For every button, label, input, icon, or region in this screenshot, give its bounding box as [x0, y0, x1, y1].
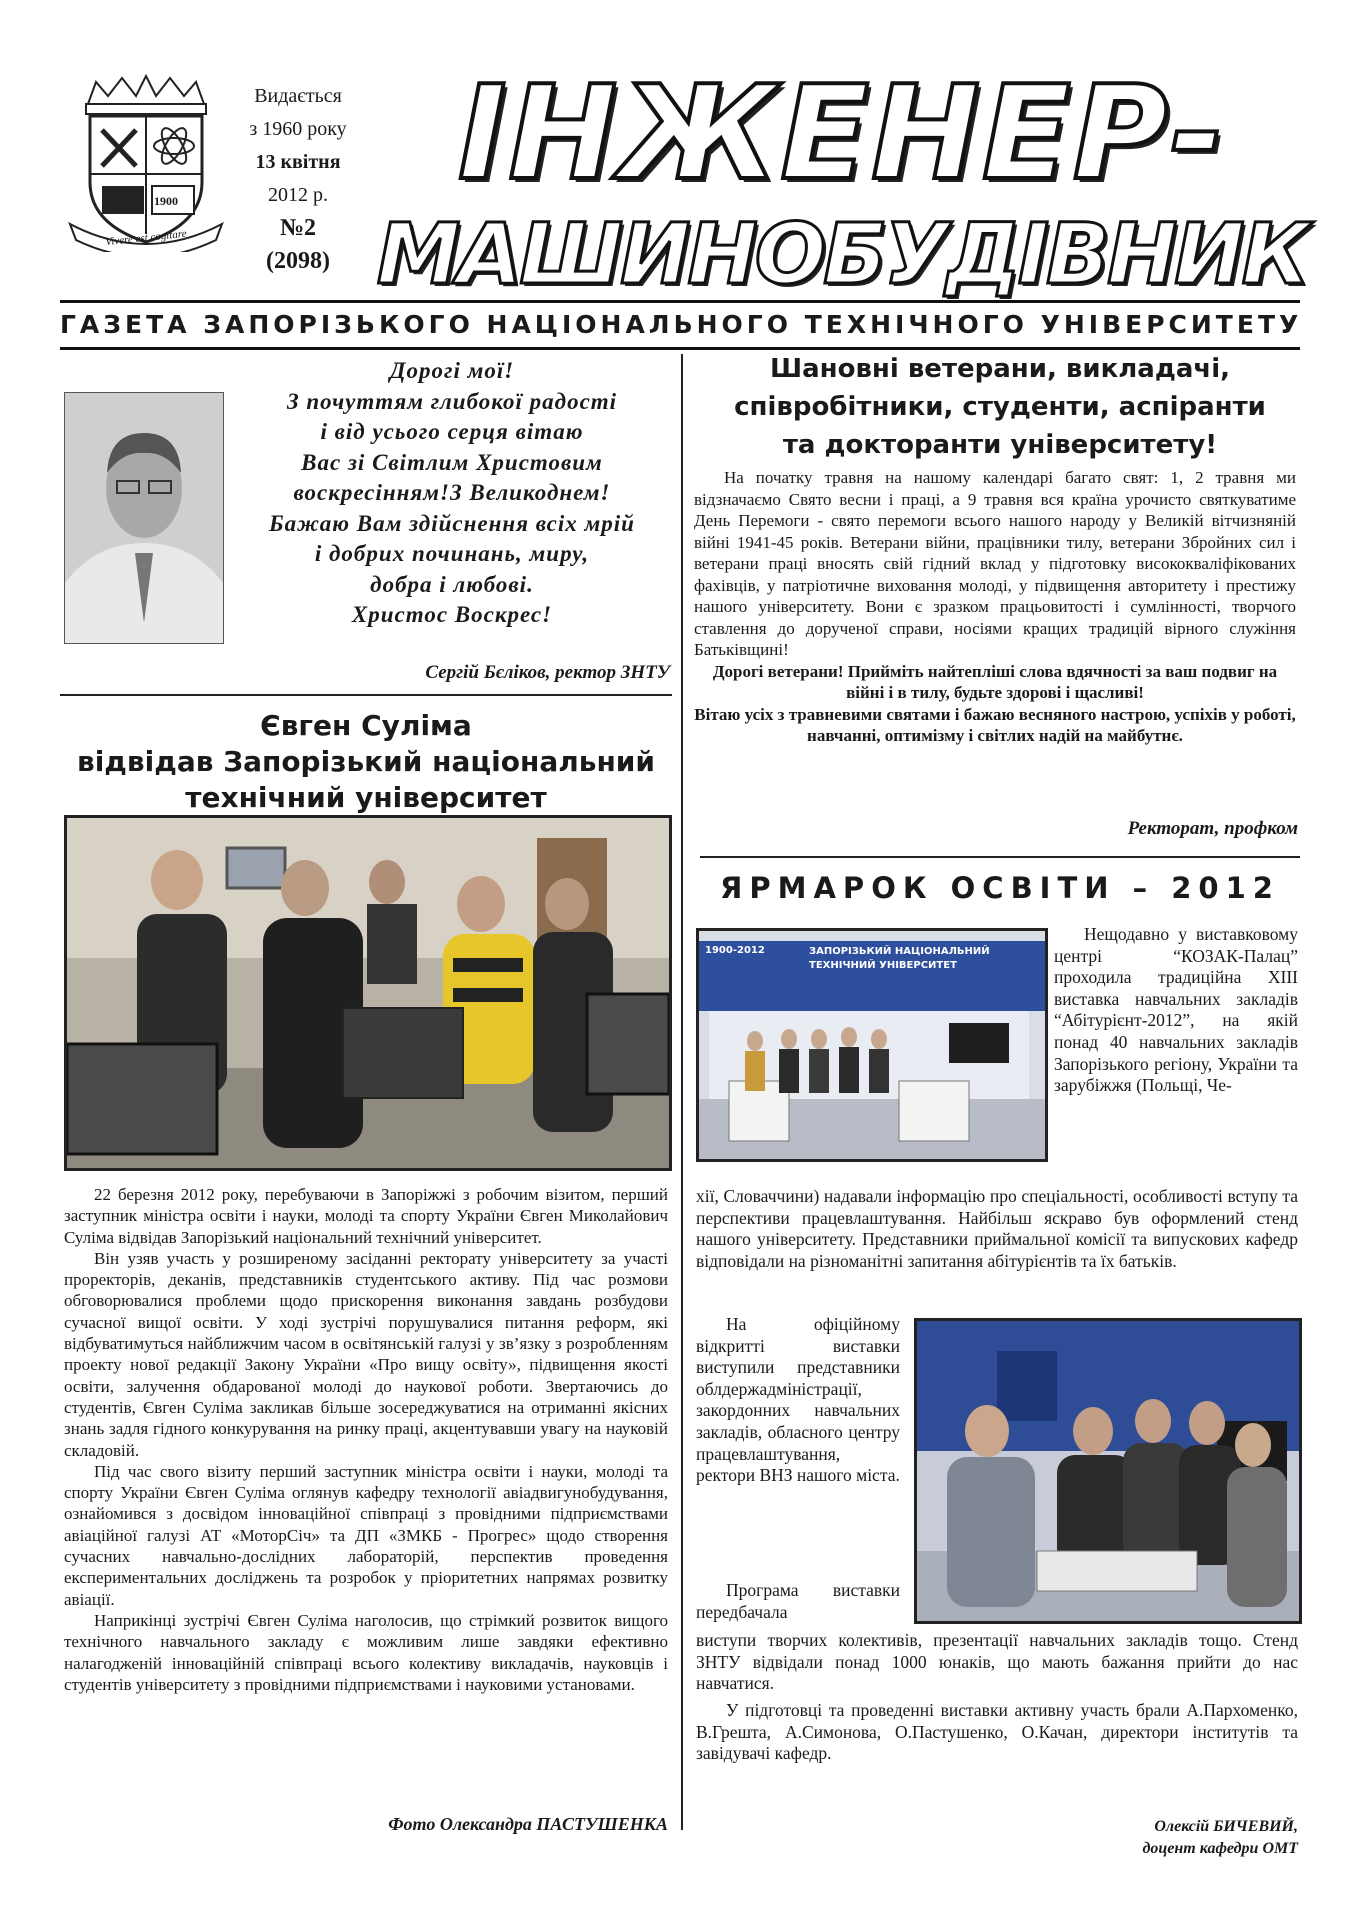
university-crest-logo	[66, 74, 226, 252]
issued-since: з 1960 року	[249, 118, 347, 140]
rector-portrait-photo	[64, 392, 224, 644]
newspaper-subtitle: ГАЗЕТА ЗАПОРІЗЬКОГО НАЦІОНАЛЬНОГО ТЕХНІЧНОГО УНІВЕРСИТЕТУ	[60, 300, 1300, 350]
veterans-signature: Ректорат, профком	[1127, 818, 1298, 839]
fair-headline: ЯРМАРОК ОСВІТИ – 2012	[720, 871, 1280, 905]
fair-signature	[980, 1816, 1298, 1860]
stand-banner-text: ЗАПОРІЗЬКИЙ НАЦІОНАЛЬНИЙ ТЕХНІЧНИЙ УНІВЕРСИТЕТ	[809, 946, 990, 971]
headline-line: Євген Суліма	[260, 709, 472, 742]
greeting-line: і добрих починань, миру,	[314, 541, 590, 566]
headline-line: технічний університет	[185, 781, 547, 814]
greeting-line: воскресінням!З Великоднем!	[293, 480, 611, 505]
newspaper-title-line1: ІНЖЕНЕР-	[458, 57, 1226, 209]
greeting-line: Вас зі Світлим Христовим	[301, 449, 603, 475]
fair-p1-narrow: Нещодавно у виставковому центрі “КОЗАК-Палац” проходила традиційна XIII виставка навчальних закладів “Абітурієнт-2012”, на якій понад 40 навчальних закладів Запорізького регіону, України та зарубіжжя (Польщі, Че-	[1054, 924, 1298, 1096]
signature-name: Олексій БИЧЕВИЙ,	[1154, 1818, 1298, 1835]
newspaper-title-line2: МАШИНОБУДІВНИК	[376, 205, 1308, 303]
headline-line: та докторанти університету!	[782, 430, 1218, 460]
article-paragraph: Під час свого візиту перший заступник міністра освіти і науки, молоді та спорту України Євген Суліма оглянув кафедру технології авіадвигунобудування, ознайомився з досвідом інноваційної співпраці з провідними підприємствами авіаційної галузі АТ «МоторСіч» та ДП «ЗМКБ - Прогрес» щодо створення сучасних навчально-дослідних лабораторій, перспектив проведення експериментальних досліджень та розробок у пріоритетних напрямах розвитку авіації.	[64, 1461, 668, 1609]
issue-total: (2098)	[266, 248, 330, 274]
letter-bold-wish: Вітаю усіх з травневими святами і бажаю весняного настрою, успіхів у роботі, навчанні, оптимізму і світлих надій на майбутнє.	[694, 704, 1296, 745]
fair-p3-narrow: Програма виставки передбачала	[696, 1580, 900, 1622]
suliman-headline	[60, 708, 672, 816]
headline-line: Шановні ветерани, викладачі,	[769, 354, 1230, 384]
veterans-headline	[700, 350, 1300, 464]
section-divider	[60, 694, 672, 696]
exhibition-stand-photo	[696, 928, 1048, 1162]
headline-line: відвідав Запорізький національний	[76, 745, 656, 778]
article-paragraph: Наприкінці зустрічі Євген Суліма наголосив, що стрімкий розвиток вищого технічного навчального закладу є можливим лише завдяки ефективно налагодженій інноваційній співпраці всього колективу викладачів, науковців і студентів університету з провідними підприємствами і науковими установами.	[64, 1610, 668, 1694]
column-divider	[681, 354, 683, 1830]
easter-greeting	[232, 356, 672, 631]
letter-paragraph: На початку травня на нашому календарі багато свят: 1, 2 травня ми відзначаємо Свято весни і праці, а 9 травня вся країна урочисто святкуватиме День Перемоги - свято перемоги всього нашого народу у Великій вітчизняній війні 1941-45 років. Ветерани війни, працівники тилу, ветерани Збройних сил і ветерани праці вносять свій гідний вклад у підготовку висококваліфікованих фахівців, у патріотичне виховання молоді, у підвищення авторитету і престижу нашого університету. Вони є зразком працьовитості і сумлінності, творчого ставлення до дорученої справи, носіями кращих традицій вірного служіння Батьківщині!	[694, 468, 1296, 659]
crest-year: 1900	[154, 194, 178, 208]
greeting-line: і від усього серця вітаю	[320, 419, 584, 444]
greeting-line: З почуттям глибокої радості	[286, 388, 618, 414]
greeting-signature: Сергій Бєліков, ректор ЗНТУ	[425, 662, 670, 683]
issue-date-year: 2012 р.	[268, 184, 328, 206]
issue-date-day: 13 квітня	[255, 151, 341, 173]
fair-p1-wide: хії, Словаччини) надавали інформацію про спеціальності, особливості вступу та перспективи працевлаштування. Найбільш яскраво був оформлений стенд нашого університету. Представники приймальної комісії та випускових кафедр відповідали на різноманітні запитання абітурієнтів та їх батьків.	[696, 1186, 1298, 1271]
crest-motto: Vivere est cogitare	[104, 227, 188, 249]
fair-p2-narrow: На офіційному відкритті виставки виступили представники облдержадміністрації, закордонних навчальних закладів, обласного центру працевлаштування, ректори ВНЗ нашого міста.	[696, 1314, 900, 1486]
issue-number: №2	[279, 215, 317, 241]
fair-p4: У підготовці та проведенні виставки активну участь брали А.Пархоменко, В.Грешта, А.Симонова, О.Пастушенко, О.Качан, директори інститутів та завідувачі кафедр.	[696, 1700, 1298, 1764]
greeting-line: Христос Воскрес!	[351, 602, 553, 627]
visit-photo	[64, 815, 672, 1171]
exhibition-opening-photo	[914, 1318, 1302, 1624]
headline-line: співробітники, студенти, аспіранти	[734, 392, 1266, 422]
article-paragraph: Він узяв участь у розширеному засіданні ректорату університету за участі проректорів, деканів, представників студентського активу. Під час розмови обговорювалися проблеми щодо прискорення виконання завдань розбудови сучасної вищої освіти. У ході зустрічі порушувалися питання реформ, які відбуватимуться найближчим часом в освітянській галузі у зв’язку з розробленням проекту нової редакції Закону України «Про вищу освіту», підвищення якості освіти, залучення обдарованої молоді до наукової роботи. Звертаючись до студентів, Євген Суліма закликав більше зосереджуватися на отриманні якісних знань задля гідного конкурування на ринку праці, акцентувавши увагу на науковій складовій.	[64, 1248, 668, 1460]
fair-p3-wide: виступи творчих колективів, презентації навчальних закладів тощо. Стенд ЗНТУ відвідали понад 1000 юнаків, що мають бажання прийти до нас навчатися.	[696, 1630, 1298, 1694]
suliman-article-body	[64, 1184, 668, 1695]
stand-banner-year: 1900-2012	[705, 945, 765, 956]
greeting-line: Бажаю Вам здійснення всіх мрій	[269, 510, 635, 536]
veterans-letter	[694, 467, 1296, 747]
greeting-line: Дорогі мої!	[389, 358, 515, 383]
signature-role: доцент кафедри ОМТ	[1142, 1840, 1298, 1857]
greeting-line: добра і любові.	[370, 571, 534, 597]
section-divider	[700, 856, 1300, 858]
letter-bold-wish: Дорогі ветерани! Прийміть найтепліші слова вдячності за ваш подвиг на війні і в тилу, будьте здорові і щасливі!	[712, 661, 1278, 702]
publication-info	[232, 80, 364, 278]
issued-label: Видається	[254, 85, 342, 107]
article-paragraph: 22 березня 2012 року, перебуваючи в Запоріжжі з робочим візитом, перший заступник міністра освіти і науки, молоді та спорту України Євген Миколайович Суліма відвідав Запорізький національний технічний університет.	[64, 1185, 668, 1247]
photo-credit: Фото Олександра ПАСТУШЕНКА	[388, 1814, 668, 1834]
